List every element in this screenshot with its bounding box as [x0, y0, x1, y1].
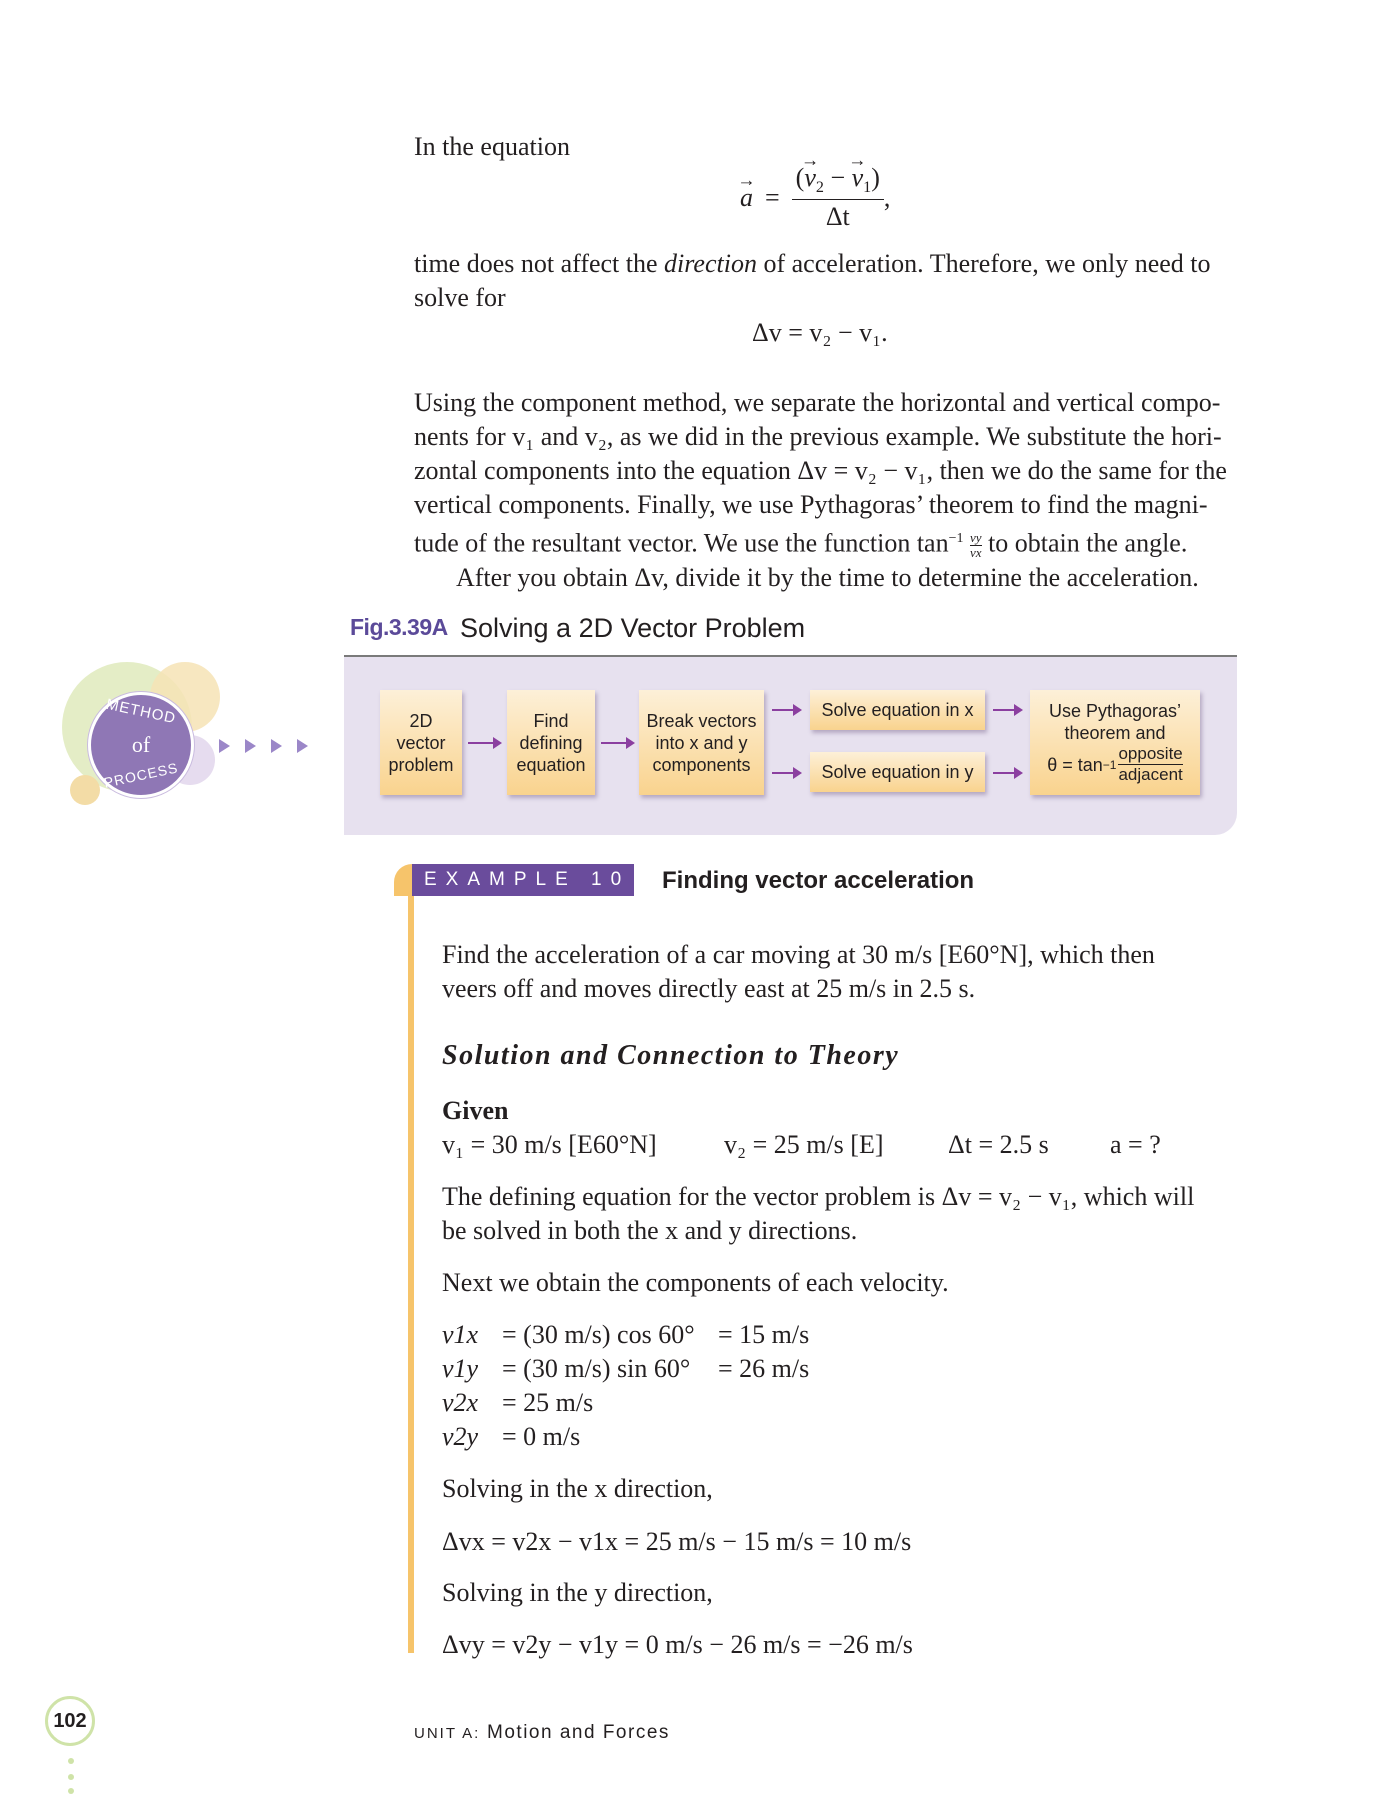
para2-line5 [414, 522, 1238, 561]
box3-line3: components [652, 754, 751, 775]
defining-line1: The defining equation for the vector problem is Δv = v₂ − v₁, which will [442, 1182, 1195, 1211]
component-rhs: = 0 m/s [502, 1422, 581, 1451]
arrow-right-icon [601, 742, 633, 744]
box2-line2: defining [519, 732, 583, 753]
component-result: = 26 m/s [718, 1354, 810, 1383]
example-title: Finding vector acceleration [662, 867, 975, 894]
component-rhs: = 25 m/s [502, 1388, 594, 1417]
component-row [442, 1352, 809, 1386]
arrow-right-icon [772, 772, 800, 774]
box-2d-vector-problem [380, 690, 462, 795]
eq1-denominator: Δt [825, 202, 850, 232]
solve-y-intro: Solving in the y direction, [442, 1578, 713, 1607]
eq1-comma: , [883, 182, 891, 212]
box3-line1: Break vectors [646, 710, 757, 731]
problem-line2: veers off and moves directly east at 25 m/s in 2.5 s. [442, 974, 976, 1003]
defining-equation-text [442, 1180, 1238, 1248]
eq1-lhs: → a [740, 183, 753, 213]
para1-italic: direction [664, 249, 757, 278]
dot-decoration [68, 1758, 74, 1764]
figure-label: Fig.3.39A [350, 614, 448, 640]
problem-line1: Find the acceleration of a car moving at 30 m/s [E60°N], which then [442, 940, 1155, 969]
solve-x-equation: Δvx = v2x − v1x = 25 m/s − 15 m/s = 10 m/s [442, 1527, 912, 1556]
arrow-right-icon [772, 709, 800, 711]
box6-theta-equation [1047, 744, 1183, 785]
component-row [442, 1386, 809, 1420]
box-solve-equation-y [810, 752, 985, 792]
method-of-process-badge [88, 692, 194, 798]
arrow-right-icon [468, 742, 500, 744]
components-table [442, 1318, 809, 1454]
component-row [442, 1318, 809, 1352]
badge-middle-text: of [131, 732, 151, 757]
para2-tan-sup: −1 [948, 531, 964, 546]
para2-line5-end: to obtain the angle. [988, 528, 1188, 558]
components-intro: Next we obtain the components of each velocity. [442, 1268, 949, 1297]
given-a: a = ? [1110, 1130, 1161, 1159]
box1-line2: vector [396, 732, 446, 753]
intro-paragraph-3: After you obtain Δv, divide it by the time to determine the acceleration. [456, 562, 1199, 592]
box6-frac-num: opposite [1118, 744, 1183, 763]
para2-line5-text: tude of the resultant vector. We use the function tan [414, 528, 949, 558]
footer-unit-label: UNIT A: [414, 1725, 481, 1742]
eq1-minus: − [830, 163, 846, 192]
component-lhs: v2y [442, 1422, 479, 1451]
arrow-right-icon [993, 772, 1021, 774]
defining-line2: be solved in both the x and y directions. [442, 1216, 858, 1245]
arrow-triangle-icon [219, 739, 230, 753]
eq1-v2-sub: 2 [815, 179, 824, 197]
arrow-triangle-icon [297, 739, 308, 753]
delta-v-equation: Δv = v₂ − v₁. [752, 318, 888, 347]
example-tag: EXAMPLE 10 [412, 864, 634, 896]
box6-line2: theorem and [1064, 723, 1166, 743]
para2-line3: zontal components into the equation Δv = v₂ − v₁, then we do the same for the [414, 456, 1227, 485]
box-find-defining-equation [507, 690, 595, 795]
component-lhs: v2x [442, 1388, 479, 1417]
arrow-triangle-icon [271, 739, 282, 753]
badge-bottom-text: PROCESS [102, 759, 180, 791]
box-solve-equation-x [810, 690, 985, 730]
dot-decoration [68, 1774, 74, 1780]
box1-line3: problem [388, 754, 454, 775]
component-lhs: v1y [442, 1354, 479, 1383]
box6-line1: Use Pythagoras’ [1048, 701, 1182, 721]
tan-frac-num: vy [970, 530, 982, 546]
box4-text: Solve equation in x [821, 700, 974, 720]
arrow-right-icon [993, 709, 1021, 711]
solution-heading: Solution and Connection to Theory [442, 1040, 900, 1071]
arrow-triangle-icon [245, 739, 256, 753]
intro-paragraph-2 [414, 386, 1238, 595]
footer-unit [414, 1722, 670, 1744]
para2-line2: nents for v₁ and v₂, as we did in the previous example. We substitute the hori- [414, 422, 1222, 451]
figure-title: Solving a 2D Vector Problem [460, 613, 806, 643]
intro-text: In the equation [414, 132, 570, 161]
component-result: = 15 m/s [718, 1320, 810, 1349]
para2-line1: Using the component method, we separate the horizontal and vertical compo- [414, 388, 1221, 417]
box2-line3: equation [516, 754, 586, 775]
intro-paragraph-1 [414, 247, 1238, 315]
component-rhs: = (30 m/s) cos 60° [502, 1320, 695, 1349]
box5-text: Solve equation in y [821, 762, 974, 782]
box6-theta-sup: −1 [1102, 757, 1117, 772]
badge-top-text: METHOD [104, 695, 178, 728]
para1-part2: of acceleration. Therefore, we only need to solve for [414, 249, 1211, 312]
para2-line4: vertical components. Finally, we use Pythagoras’ theorem to find the magni- [414, 490, 1208, 519]
solve-y-equation: Δvy = v2y − v1y = 0 m/s − 26 m/s = −26 m/s [442, 1630, 913, 1659]
given-dt: Δt = 2.5 s [948, 1130, 1049, 1159]
eq1-v1-sub: 1 [863, 179, 872, 197]
given-v2: v₂ = 25 m/s [E] [724, 1130, 884, 1159]
eq1-v2: → v [804, 163, 816, 193]
para1-part1: time does not affect the [414, 249, 665, 278]
acceleration-equation: → a = $\frac{(\to v_2 - \to v_1)}{\Delta t}$ , [740, 163, 890, 232]
page-number: 102 [45, 1696, 95, 1746]
given-v1: v₁ = 30 m/s [E60°N] [442, 1130, 657, 1159]
box3-line2: into x and y [655, 732, 748, 753]
tan-frac-den: vx [970, 545, 982, 561]
component-row [442, 1420, 809, 1454]
component-lhs: v1x [442, 1320, 479, 1349]
box-break-vectors [639, 690, 764, 795]
para2-tan-fraction [970, 531, 982, 560]
box6-frac-den: adjacent [1118, 765, 1183, 784]
solve-x-intro: Solving in the x direction, [442, 1474, 713, 1503]
footer-unit-title: Motion and Forces [487, 1722, 670, 1743]
dot-decoration [68, 1788, 74, 1794]
box6-theta-lhs: θ = tan [1047, 754, 1103, 775]
box-pythagoras [1030, 690, 1200, 795]
component-rhs: = (30 m/s) sin 60° [502, 1354, 691, 1383]
box1-line1: 2D [409, 710, 433, 731]
example-problem [442, 938, 1238, 1006]
box2-line1: Find [533, 710, 569, 731]
given-heading: Given [442, 1096, 509, 1125]
eq1-v1: → v [852, 163, 864, 193]
example-side-bar [408, 868, 414, 1653]
